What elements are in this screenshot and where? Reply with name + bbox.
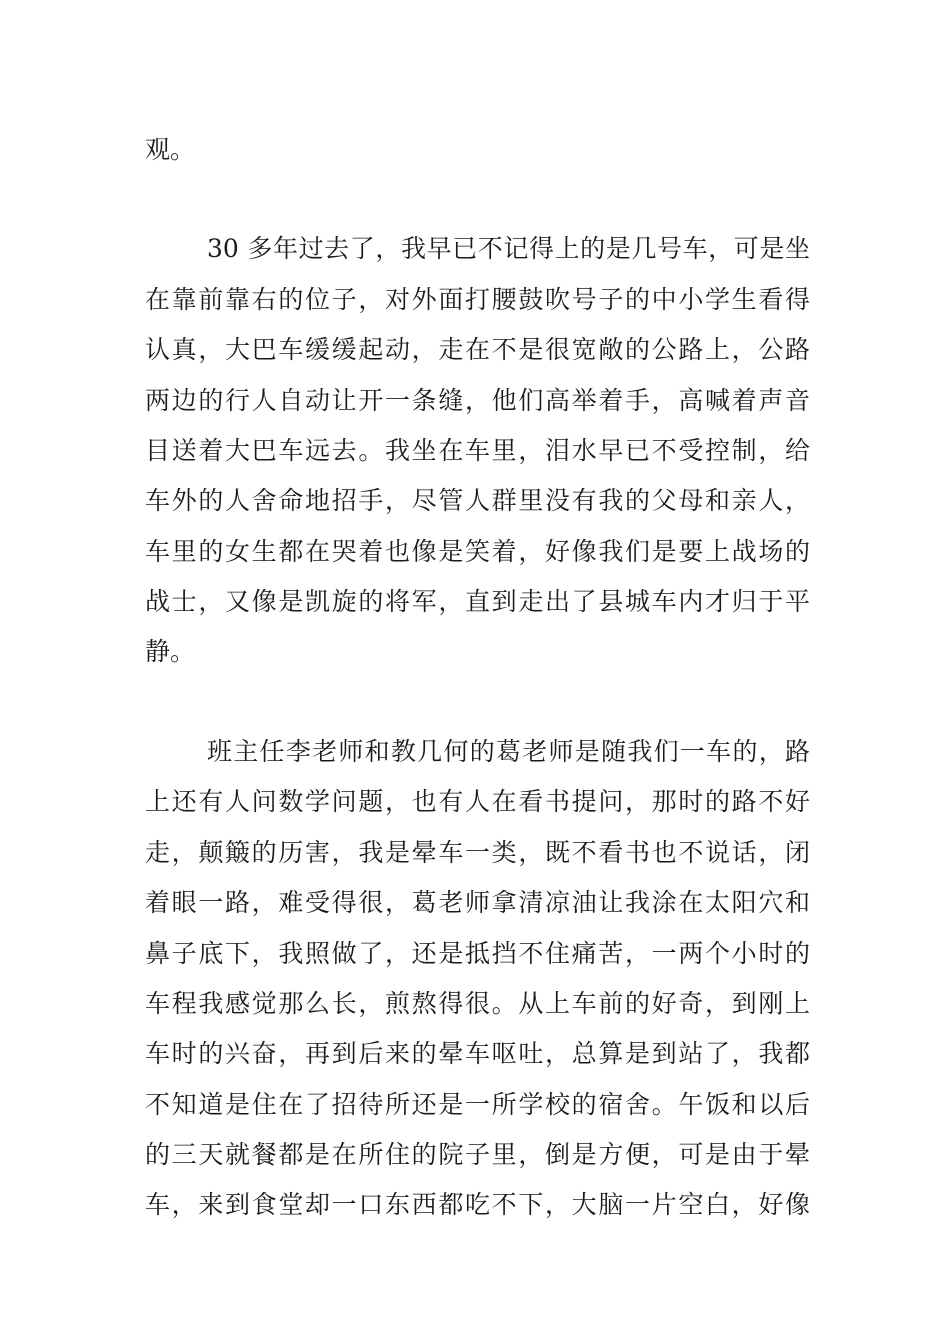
text-line: 战士，又像是凯旋的将军，直到走出了县城车内才归于平 [145, 587, 810, 616]
text-line: 在靠前靠右的位子，对外面打腰鼓吹号子的中小学生看得 [145, 285, 810, 314]
text-line: 上还有人问数学问题，也有人在看书提问，那时的路不好 [145, 787, 810, 816]
text-line: 着眼一路，难受得很，葛老师拿清凉油让我涂在太阳穴和 [145, 888, 810, 917]
text-line: 车外的人舍命地招手，尽管人群里没有我的父母和亲人， [145, 486, 810, 515]
text-line: 车，来到食堂却一口东西都吃不下，大脑一片空白，好像 [145, 1190, 810, 1219]
text-line: 目送着大巴车远去。我坐在车里，泪水早已不受控制，给 [145, 436, 810, 465]
text-line: 车程我感觉那么长，煎熬得很。从上车前的好奇，到刚上 [145, 989, 810, 1018]
text-line: 观。 [145, 135, 196, 164]
text-line: 认真，大巴车缓缓起动，走在不是很宽敞的公路上，公路 [145, 335, 810, 364]
text-line: 静。 [145, 637, 196, 666]
text-line: 的三天就餐都是在所住的院子里，倒是方便，可是由于晕 [145, 1140, 810, 1169]
text-line: 30 多年过去了，我早已不记得上的是几号车，可是坐 [207, 234, 810, 263]
text-line: 两边的行人自动让开一条缝，他们高举着手，高喊着声音 [145, 386, 810, 415]
text-line: 班主任李老师和教几何的葛老师是随我们一车的，路 [207, 737, 810, 766]
text-line: 不知道是住在了招待所还是一所学校的宿舍。午饭和以后 [145, 1090, 810, 1119]
text-line: 鼻子底下，我照做了，还是抵挡不住痛苦，一两个小时的 [145, 939, 810, 968]
text-line: 车时的兴奋，再到后来的晕车呕吐，总算是到站了，我都 [145, 1039, 810, 1068]
text-line: 走，颠簸的历害，我是晕车一类，既不看书也不说话，闭 [145, 838, 810, 867]
text-line: 车里的女生都在哭着也像是笑着，好像我们是要上战场的 [145, 537, 810, 566]
